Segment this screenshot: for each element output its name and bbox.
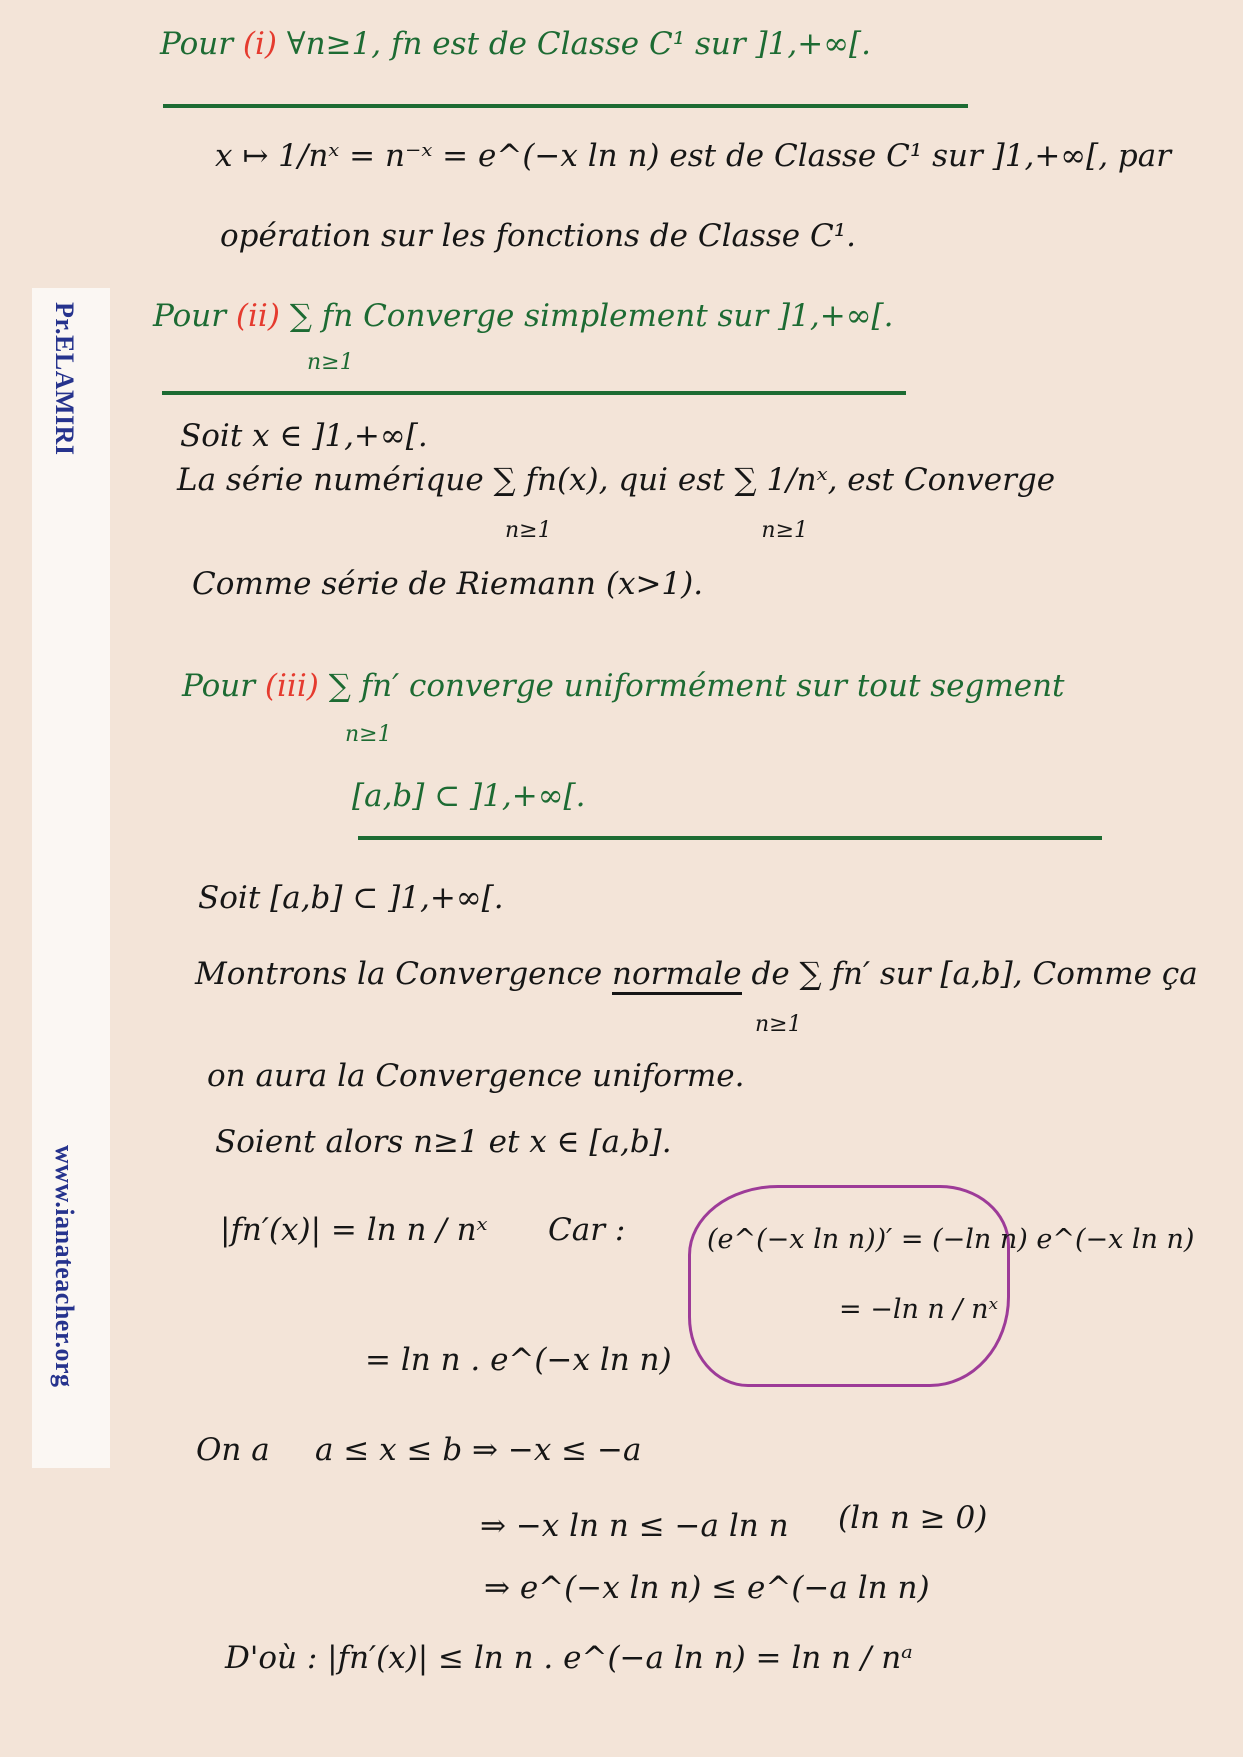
section2-rule — [162, 391, 906, 395]
ona-label: On a — [196, 1432, 270, 1468]
section3-line4: Soient alors n≥1 et x ∈ [a,b]. — [215, 1124, 672, 1160]
section1-head: Pour — [160, 26, 234, 62]
ineq-line2: ⇒ −x ln n ≤ −a ln n — [480, 1508, 789, 1544]
section3-tag: (iii) — [264, 668, 319, 704]
ineq-line1: a ≤ x ≤ b ⇒ −x ≤ −a — [315, 1432, 642, 1468]
section3-head: Pour — [182, 668, 256, 704]
section2-line1: Soit x ∈ ]1,+∞[. — [180, 418, 428, 454]
section2-tag: (ii) — [235, 298, 280, 334]
website-label: www.ianateacher.org — [50, 1145, 79, 1388]
section2-head: Pour — [153, 298, 227, 334]
cloud-line2: = −ln n / nˣ — [839, 1294, 999, 1325]
section3-rule — [358, 836, 1102, 840]
section1-heading — [160, 26, 871, 62]
derivative-eq1: |fn′(x)| = ln n / nˣ — [220, 1212, 488, 1248]
section1-line2: opération sur les fonctions de Classe C¹. — [220, 218, 856, 254]
section1-rest: ∀n≥1, fn est de Classe C¹ sur ]1,+∞[. — [286, 26, 871, 62]
section2-heading — [153, 298, 893, 334]
section3-line2-b: de ∑ fn′ sur [a,b], Comme ça — [751, 956, 1198, 992]
purple-cloud-note — [688, 1185, 1195, 1387]
section1-tag: (i) — [242, 26, 278, 62]
section2-rest: ∑ fn Converge simplement sur ]1,+∞[. — [289, 298, 894, 334]
section3-rest: ∑ fn′ converge uniformément sur tout segment — [328, 668, 1065, 704]
section3-heading — [182, 668, 1065, 704]
section2-line2-sub: n≥1 n≥1 — [505, 518, 808, 543]
author-label: Pr.ELAMIRI — [50, 302, 79, 456]
section3-line2 — [195, 956, 1198, 992]
section2-line2: La série numérique ∑ fn(x), qui est ∑ 1/nˣ, est Converge — [177, 462, 1056, 498]
section3-line2-a: Montrons la Convergence — [195, 956, 603, 992]
section3-line1: Soit [a,b] ⊂ ]1,+∞[. — [198, 880, 504, 916]
section2-line3: Comme série de Riemann (x>1). — [192, 566, 704, 602]
normale-underlined: normale — [612, 956, 742, 995]
conclusion-line: D'où : |fn′(x)| ≤ ln n . e^(−a ln n) = ln n / nᵃ — [225, 1640, 913, 1676]
section1-rule — [163, 104, 968, 108]
ineq-line2-note: (ln n ≥ 0) — [838, 1500, 988, 1536]
ineq-line3: ⇒ e^(−x ln n) ≤ e^(−a ln n) — [484, 1570, 930, 1606]
derivative-eq2: = ln n . e^(−x ln n) — [365, 1342, 672, 1378]
section3-sub: n≥1 — [345, 722, 392, 747]
car-label: Car : — [548, 1212, 626, 1248]
cloud-line1: (e^(−x ln n))′ = (−ln n) e^(−x ln n) — [707, 1224, 1195, 1255]
section3-line2-sub: n≥1 — [755, 1012, 802, 1037]
section3-rest2: [a,b] ⊂ ]1,+∞[. — [352, 778, 586, 814]
section2-sub: n≥1 — [307, 350, 354, 375]
section1-line1: x ↦ 1/nˣ = n⁻ˣ = e^(−x ln n) est de Classe C¹ sur ]1,+∞[, par — [215, 138, 1172, 174]
section3-line3: on aura la Convergence uniforme. — [207, 1058, 745, 1094]
